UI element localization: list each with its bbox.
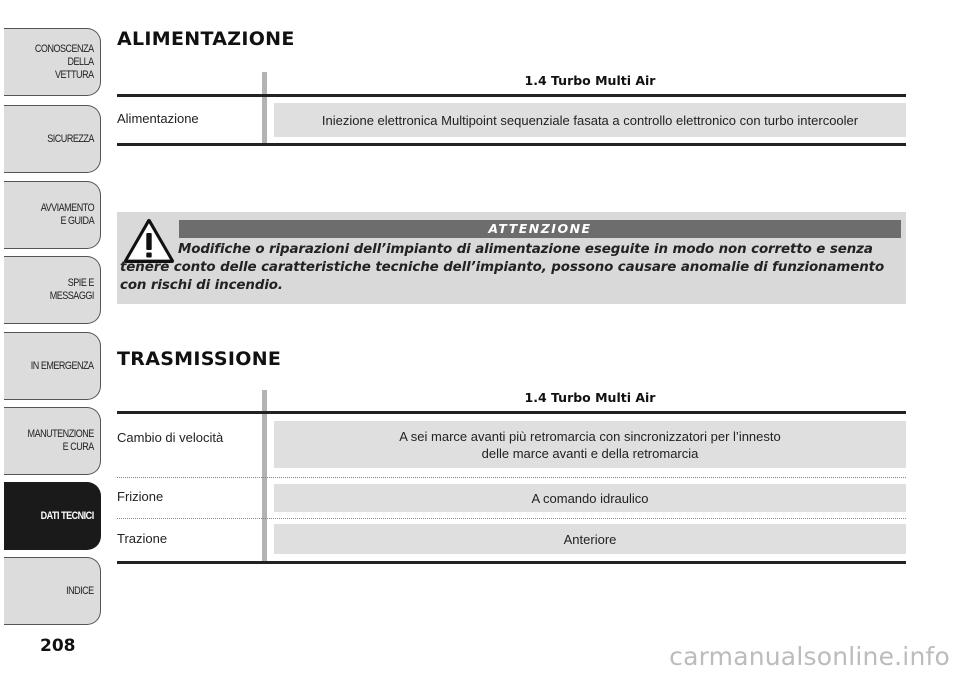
tab-label: INDICE [66,584,94,597]
table-rule [117,561,906,564]
warning-heading: ATTENZIONE [179,220,901,238]
cell-text: A sei marce avanti più retromarcia con sincronizzatori per l’innesto [399,428,781,444]
row-label-trazione: Trazione [117,531,168,546]
table-divider [262,72,267,145]
watermark: carmanualsonline.info [669,642,950,671]
tab-spie-e-messaggi[interactable] [4,256,101,324]
tab-label: MANUTENZIONE E CURA [27,428,94,453]
warning-box [117,212,906,304]
table-rule [117,411,906,414]
row-separator [117,477,906,478]
tab-label: DATI TECNICI [40,509,94,522]
tab-manutenzione-e-cura[interactable] [4,407,101,475]
table-rule [117,94,906,97]
cell-text: delle marce avanti e della retromarcia [481,445,699,461]
row-label-frizione: Frizione [117,489,164,504]
section-title-alimentazione: ALIMENTAZIONE [117,28,295,50]
tab-label: IN EMERGENZA [31,359,94,372]
tab-conoscenza-della-vettura[interactable] [4,28,101,96]
tab-label: SPIE E MESSAGGI [49,277,94,302]
tab-indice[interactable] [4,557,101,625]
row-label-alimentazione: Alimentazione [117,111,199,126]
row-value-cambio [274,421,906,468]
column-header: 1.4 Turbo Multi Air [524,390,656,405]
page-number: 208 [40,636,76,656]
cell-text: Anteriore [563,531,617,547]
row-label-cambio: Cambio di velocità [117,430,224,445]
column-header: 1.4 Turbo Multi Air [524,73,656,88]
tab-sicurezza[interactable] [4,105,101,173]
cell-text: A comando idraulico [531,490,649,506]
warning-text: Modifiche o riparazioni dell’impianto di alimentazione eseguite in modo non corretto e senza tenere conto delle caratteristiche tecniche dell’impianto, possono causare anomalie di funzionamento con rischi di incendio. [120,242,885,293]
row-value-alimentazione [274,103,906,137]
tab-label: CONOSCENZA DELLA VETTURA [35,42,94,81]
cell-text: Iniezione elettronica Multipoint sequenziale fasata a controllo elettronico con turbo intercooler [321,112,859,128]
tab-label: SICUREZZA [47,132,94,145]
row-value-frizione [274,484,906,512]
row-value-trazione [274,524,906,554]
tab-label: AVVIAMENTO E GUIDA [40,202,94,227]
tab-in-emergenza[interactable] [4,332,101,400]
section-title-trasmissione: TRASMISSIONE [117,348,282,370]
row-separator [117,518,906,519]
tab-dati-tecnici[interactable] [4,482,101,550]
tab-avviamento-e-guida[interactable] [4,181,101,249]
table-rule [117,143,906,146]
